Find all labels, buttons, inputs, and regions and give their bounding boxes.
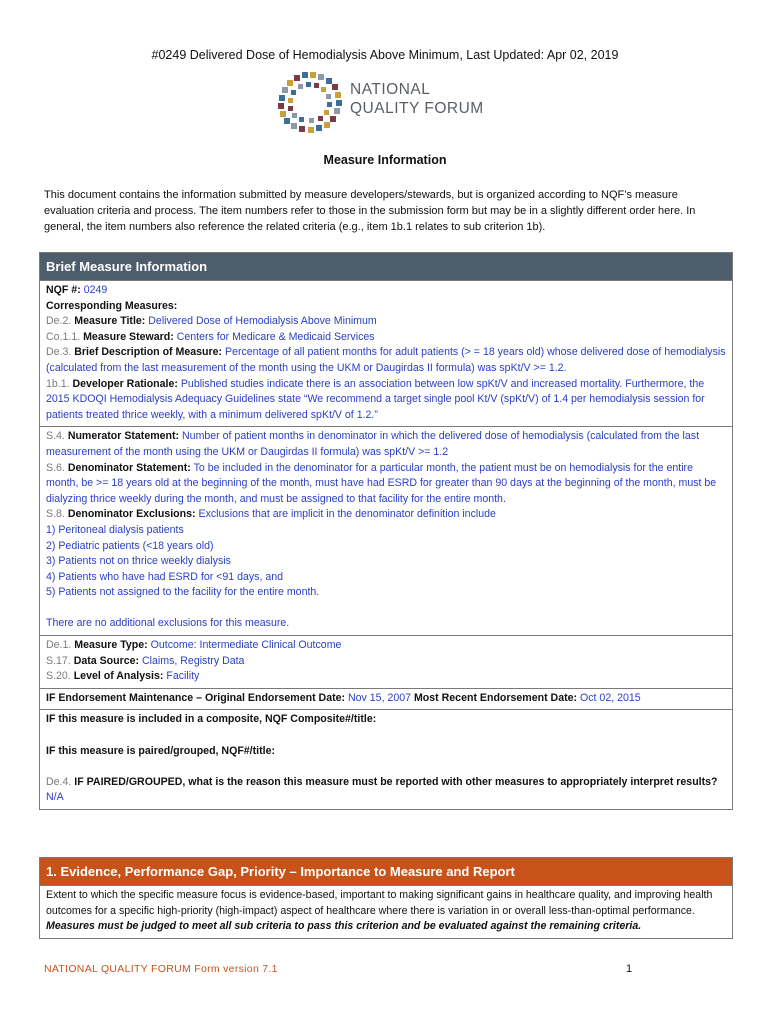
exclusion-item: 2) Pediatric patients (<18 years old)	[46, 539, 214, 552]
endorsement-original-value: Nov 15, 2007	[348, 691, 412, 704]
item-ref: S.6.	[46, 461, 65, 474]
item-ref: S.8.	[46, 508, 65, 521]
item-ref: 1b.1.	[46, 377, 70, 390]
item-ref: De.2.	[46, 315, 72, 328]
numerator-value: Number of patient months in denominator in which the delivered dose of hemodialysis (calculated from the last measurement of the month using the UKM or Daugirdas II formula) was spKt/V >= 1.2	[46, 430, 700, 458]
paired-reason-label: IF PAIRED/GROUPED, what is the reason this measure must be reported with other measures to appropriately interpret results?	[74, 775, 718, 788]
nqf-logo-mark-icon	[272, 70, 346, 134]
measure-steward-label: Measure Steward:	[83, 330, 174, 343]
exclusions-value: Exclusions that are implicit in the denominator definition include	[198, 508, 496, 521]
document-title: #0249 Delivered Dose of Hemodialysis Above Minimum, Last Updated: Apr 02, 2019	[151, 48, 619, 62]
measure-type-value: Outcome: Intermediate Clinical Outcome	[150, 639, 342, 652]
data-source-value: Claims, Registry Data	[142, 654, 245, 667]
item-ref: De.4.	[46, 775, 72, 788]
measure-type-label: Measure Type:	[74, 639, 148, 652]
developer-rationale-label: Developer Rationale:	[72, 377, 178, 390]
endorsement-original-label: IF Endorsement Maintenance – Original Endorsement Date:	[46, 691, 346, 704]
exclusion-item: 4) Patients who have had ESRD for <91 days, and	[46, 570, 284, 583]
exclusion-item: 5) Patients not assigned to the facility for the entire month.	[46, 586, 320, 599]
footer-page-number: 1	[626, 963, 633, 975]
endorsement-recent-value: Oct 02, 2015	[580, 691, 641, 704]
evidence-emphasis: Measures must be judged to meet all sub criteria to pass this criterion and be evaluated against the remaining criteria.	[46, 920, 642, 933]
measure-title-label: Measure Title:	[74, 315, 146, 328]
section-measure-type	[40, 635, 732, 688]
section-endorsement	[40, 688, 732, 710]
evidence-header: 1. Evidence, Performance Gap, Priority – Importance to Measure and Report	[40, 858, 732, 885]
nqf-logo-text	[350, 80, 484, 118]
exclusion-item: 3) Patients not on thrice weekly dialysis	[46, 555, 231, 568]
item-ref: De.3.	[46, 346, 72, 359]
section-specifications	[40, 426, 732, 635]
brief-measure-info-box	[39, 252, 733, 810]
nqf-number-label: NQF #:	[46, 284, 81, 296]
logo-line-quality-forum: QUALITY FORUM	[350, 100, 484, 117]
corresponding-measures-label: Corresponding Measures:	[46, 299, 178, 312]
evidence-text: Extent to which the specific measure focus is evidence-based, important to making significant gains in healthcare quality, and improving health outcomes for a specific high-priority (high-impact) aspect of healthcare where there is variation in or overall less-than-optimal performance.	[46, 889, 713, 917]
measure-title-value: Delivered Dose of Hemodialysis Above Minimum	[148, 315, 377, 328]
section-composite	[40, 709, 732, 809]
item-ref: S.17.	[46, 654, 71, 667]
composite-label: IF this measure is included in a composite, NQF Composite#/title:	[46, 713, 377, 726]
measure-steward-value: Centers for Medicare & Medicaid Services	[176, 330, 375, 343]
endorsement-recent-label: Most Recent Endorsement Date:	[413, 691, 578, 704]
paired-label: IF this measure is paired/grouped, NQF#/title:	[46, 744, 275, 757]
paired-reason-value: N/A	[46, 791, 64, 804]
item-ref: S.20.	[46, 670, 71, 683]
item-ref: Co.1.1.	[46, 330, 81, 343]
nqf-number-value: 0249	[83, 284, 108, 296]
brief-measure-info-header: Brief Measure Information	[40, 253, 732, 280]
denominator-value: To be included in the denominator for a particular month, the patient must be on hemodialysis for the entire month, be >= 18 years old at the beginning of the month, must have had ESRD for greater than 90 days at the beginning of the month, must be dialyzing thrice weekly during the month, and must be assigned to that facility for the entire month.	[46, 461, 717, 505]
footer-form-version: NATIONAL QUALITY FORUM Form version 7.1	[44, 963, 278, 975]
level-of-analysis-value: Facility	[166, 670, 200, 683]
intro-paragraph: This document contains the information submitted by measure developers/stewards, but is organized according to NQF’s measure evaluation criteria and process. The item numbers refer to those in the submission form but may be in a slightly different order here. In general, the item numbers also reference the related criteria (e.g., item 1b.1 relates to sub criterion 1b).	[44, 189, 696, 233]
numerator-label: Numerator Statement:	[67, 430, 180, 443]
exclusions-label: Denominator Exclusions:	[67, 508, 196, 521]
brief-description-label: Brief Description of Measure:	[74, 346, 223, 359]
exclusions-note: There are no additional exclusions for this measure.	[46, 617, 290, 630]
brief-description-value: Percentage of all patient months for adult patients (> = 18 years old) whose delivered dose of hemodialysis (calculated from the last measurement of the month using the UKM or Daugirdas II formula) was spKt/V >= 1.2.	[46, 346, 726, 374]
logo-line-national: NATIONAL	[350, 81, 431, 98]
evidence-box	[39, 857, 733, 939]
evidence-description	[40, 885, 732, 938]
developer-rationale-value: Published studies indicate there is an association between low spKt/V and increased mortality. Furthermore, the 2015 KDOQI Hemodialysis Adequacy Guidelines state “We recommend a target single pool Kt/V (spKt/V) of 1.4 per hemodialysis session for patients treated thrice weekly, with a minimum delivered spKt/V of 1.2.”	[46, 377, 705, 421]
section-overview	[40, 280, 732, 426]
denominator-label: Denominator Statement:	[67, 461, 191, 474]
level-of-analysis-label: Level of Analysis:	[73, 670, 164, 683]
item-ref: S.4.	[46, 430, 65, 443]
nqf-logo	[272, 70, 512, 134]
item-ref: De.1.	[46, 639, 72, 652]
exclusion-item: 1) Peritoneal dialysis patients	[46, 523, 184, 536]
data-source-label: Data Source:	[73, 654, 140, 667]
measure-information-heading: Measure Information	[323, 153, 447, 167]
